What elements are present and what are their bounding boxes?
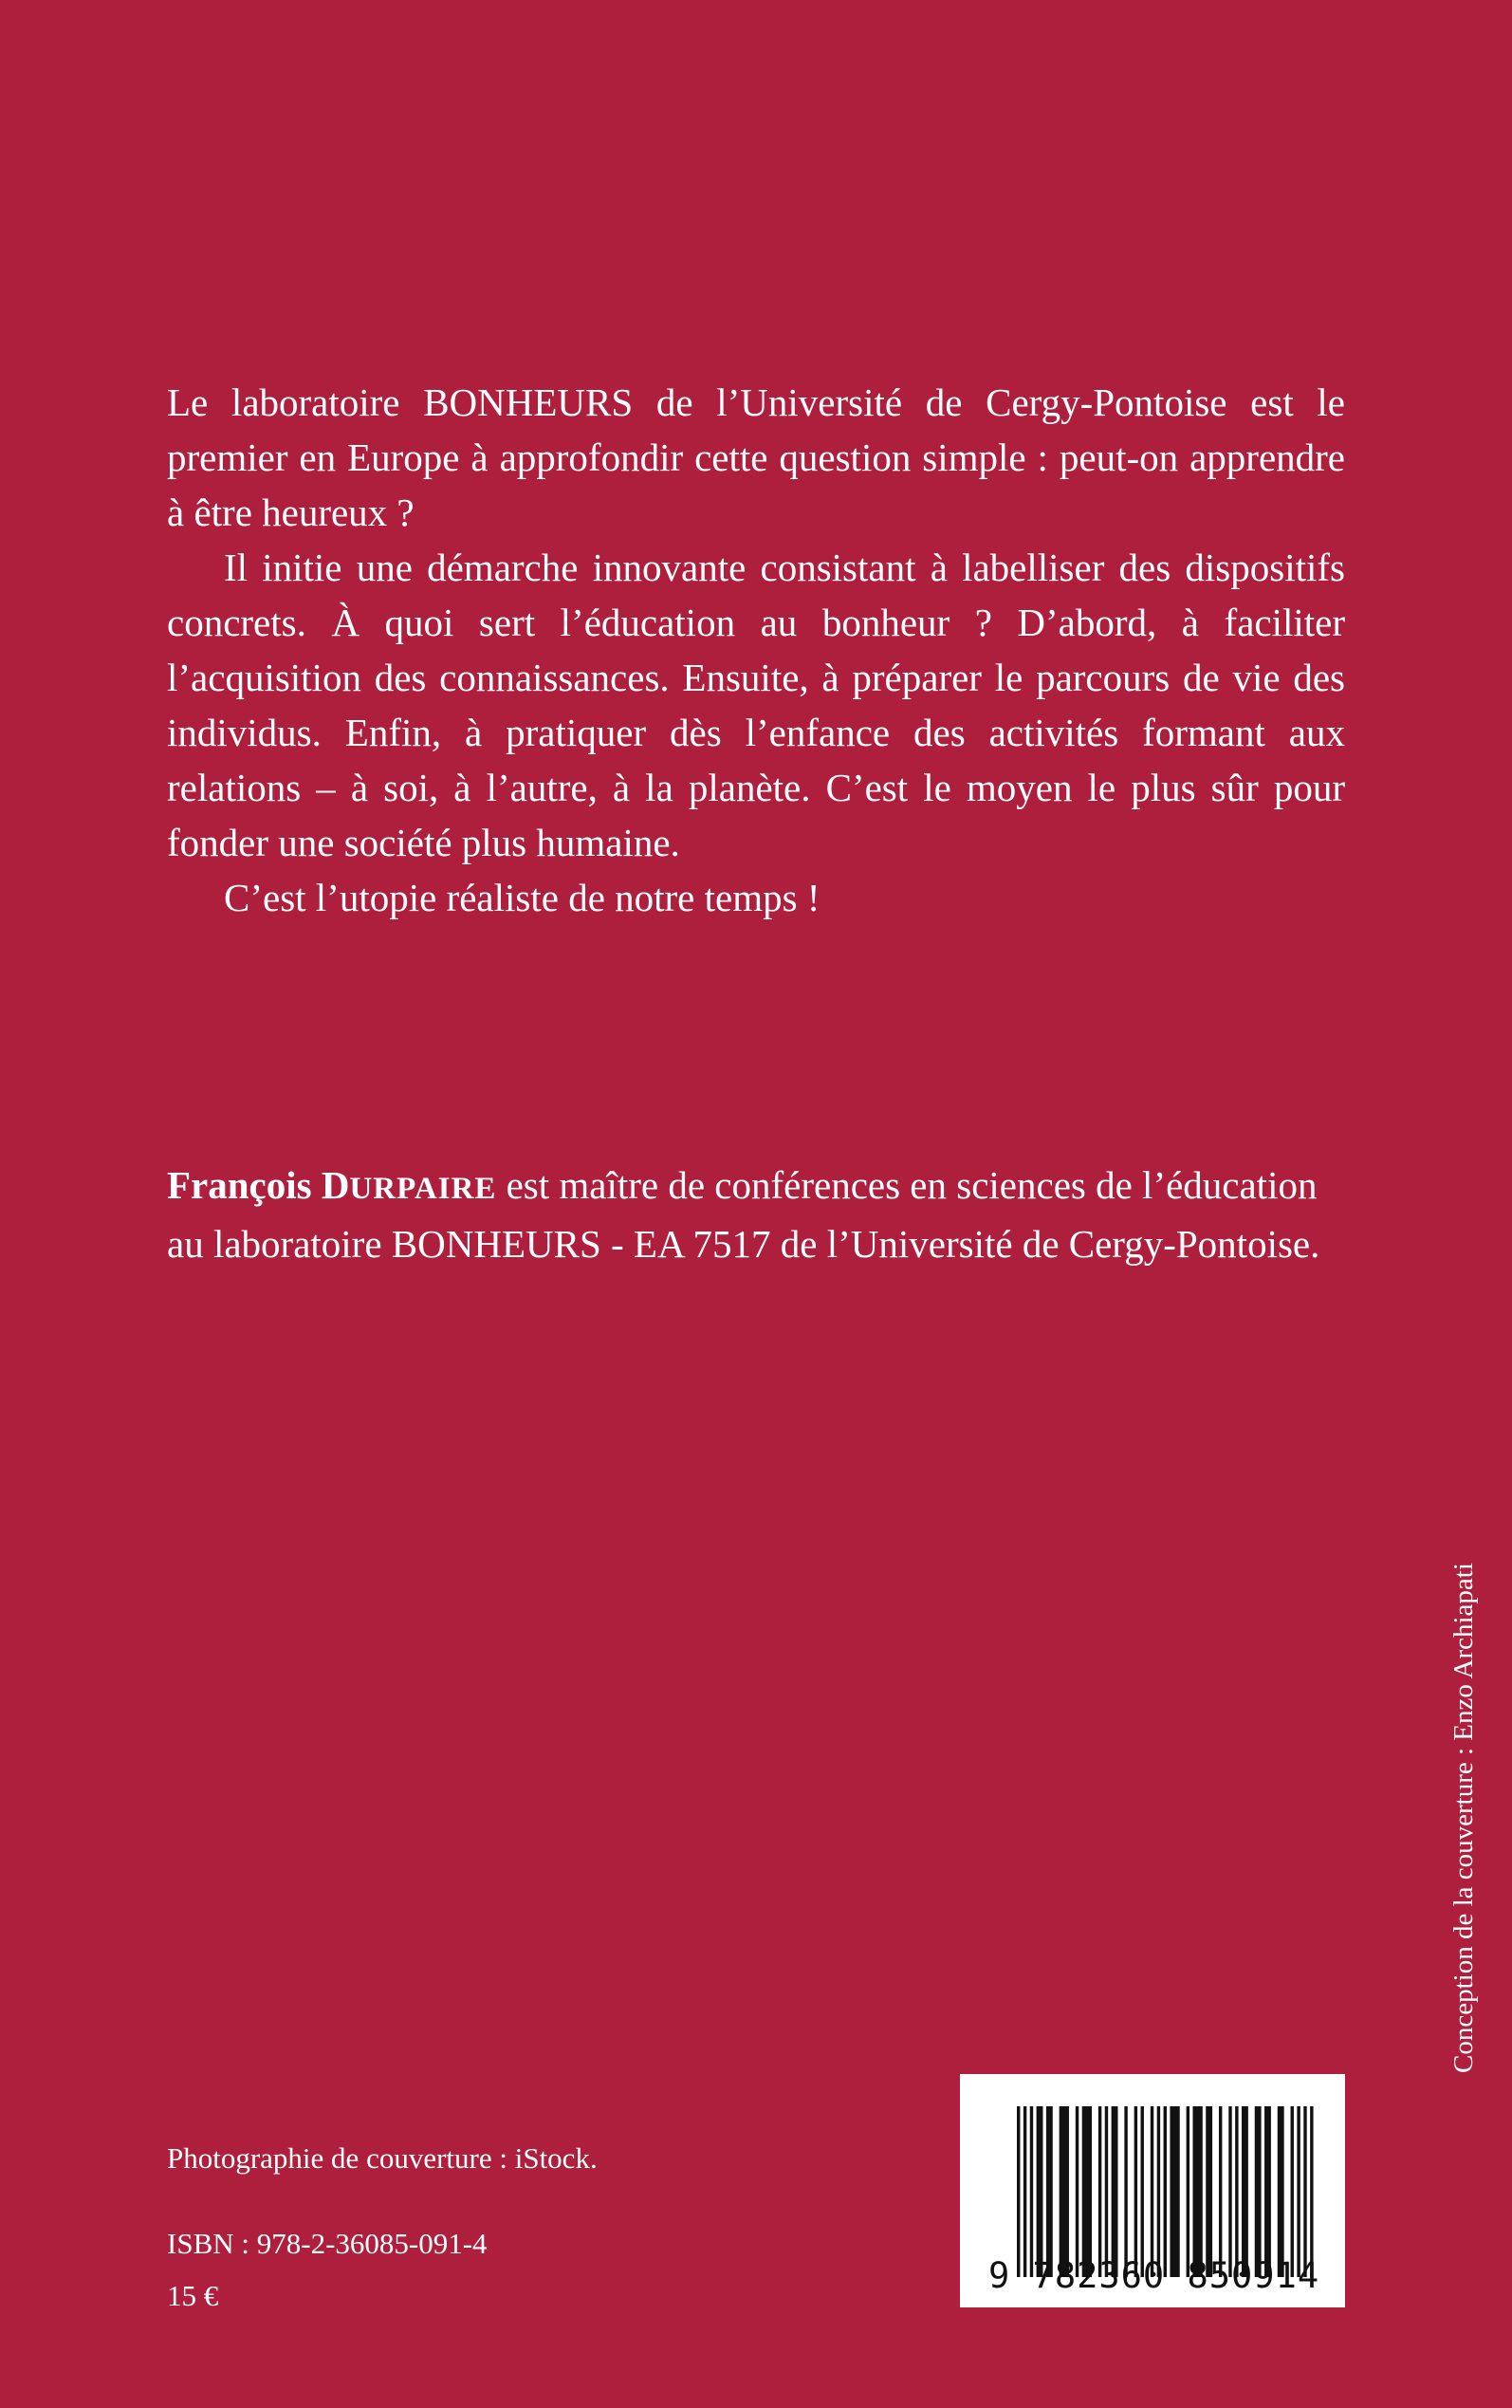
- barcode-bar: [1278, 2106, 1284, 2277]
- barcode-bar: [1242, 2106, 1248, 2277]
- barcode-bar: [1060, 2106, 1069, 2277]
- barcode-bar: [1023, 2106, 1026, 2277]
- barcode-bar: [1141, 2106, 1144, 2277]
- author-name: [167, 1163, 496, 1207]
- barcode-bar: [1291, 2106, 1294, 2277]
- author-bio: [167, 1158, 1345, 1271]
- barcode-bar: [1303, 2106, 1306, 2277]
- barcode-box: [960, 2074, 1345, 2307]
- barcode-bar: [1187, 2106, 1189, 2277]
- barcode-bar: [1219, 2106, 1222, 2277]
- barcode-bar: [1046, 2106, 1053, 2277]
- author-last-name-rest: URPAIRE: [349, 1172, 497, 1206]
- cover-design-credit: Conception de la couverture : Enzo Archiapati: [1448, 1563, 1479, 2073]
- barcode-bar: [1098, 2106, 1101, 2277]
- barcode-bar: [1112, 2106, 1118, 2277]
- blurb-paragraph-3: C’est l’utopie réaliste de notre temps !: [224, 876, 821, 919]
- barcode-bar: [1037, 2106, 1043, 2277]
- barcode-bars: [1017, 2106, 1317, 2277]
- barcode-bar: [1124, 2106, 1127, 2277]
- barcode-bar: [1030, 2106, 1033, 2277]
- barcode-bar: [1151, 2106, 1153, 2277]
- barcode-bar: [1076, 2106, 1079, 2277]
- barcode-bar: [1192, 2106, 1202, 2277]
- isbn: ISBN : 978-2-36085-091-4: [167, 2227, 488, 2260]
- barcode-bar: [1228, 2106, 1231, 2277]
- author-first-name: François: [167, 1163, 312, 1207]
- barcode-bar: [1134, 2106, 1137, 2277]
- blurb-paragraph-1: Le laboratoire BONHEURS de l’Université de Cergy-Pontoise est le premier en Europe à approfondir cette question simple : peut-on apprendre à être heureux ?: [167, 380, 1345, 534]
- barcode-bar: [1017, 2106, 1020, 2277]
- barcode-bar: [1235, 2106, 1238, 2277]
- price: 15 €: [167, 2279, 219, 2312]
- barcode-bar: [1105, 2106, 1108, 2277]
- barcode-bar: [1264, 2106, 1271, 2277]
- barcode-bar: [1164, 2106, 1167, 2277]
- barcode-digits: 9 782360 850914: [988, 2255, 1320, 2296]
- barcode-bar: [1157, 2106, 1160, 2277]
- blurb-paragraph-2: Il initie une démarche innovante consistant à labelliser des dispositifs concrets. À quoi sert l’éducation au bonheur ? D’abord, à faciliter l’acquisition des connaissances. Ensuite, à préparer le parcours de vie des individus. Enfin, à pratiquer dès l’enfance des activités formant aux relations – à soi, à l’autre, à la planète. C’est le moyen le plus sûr pour fonder une société plus humaine.: [167, 546, 1345, 864]
- barcode-bar: [1297, 2106, 1300, 2277]
- barcode-bar: [1170, 2106, 1179, 2277]
- barcode-bar: [1082, 2106, 1092, 2277]
- back-cover-blurb: [167, 375, 1345, 925]
- barcode-bar: [1310, 2106, 1313, 2277]
- author-bio-text: est maître de conférences en sciences de l’éducation au laboratoire BONHEURS - EA 7517 de l’Université de Cergy-Pontoise.: [167, 1163, 1320, 1266]
- barcode-bar: [1206, 2106, 1212, 2277]
- author-last-name-initial: D: [321, 1163, 350, 1207]
- barcode-bar: [1255, 2106, 1262, 2277]
- photo-credit: Photographie de couverture : iStock.: [167, 2141, 598, 2175]
